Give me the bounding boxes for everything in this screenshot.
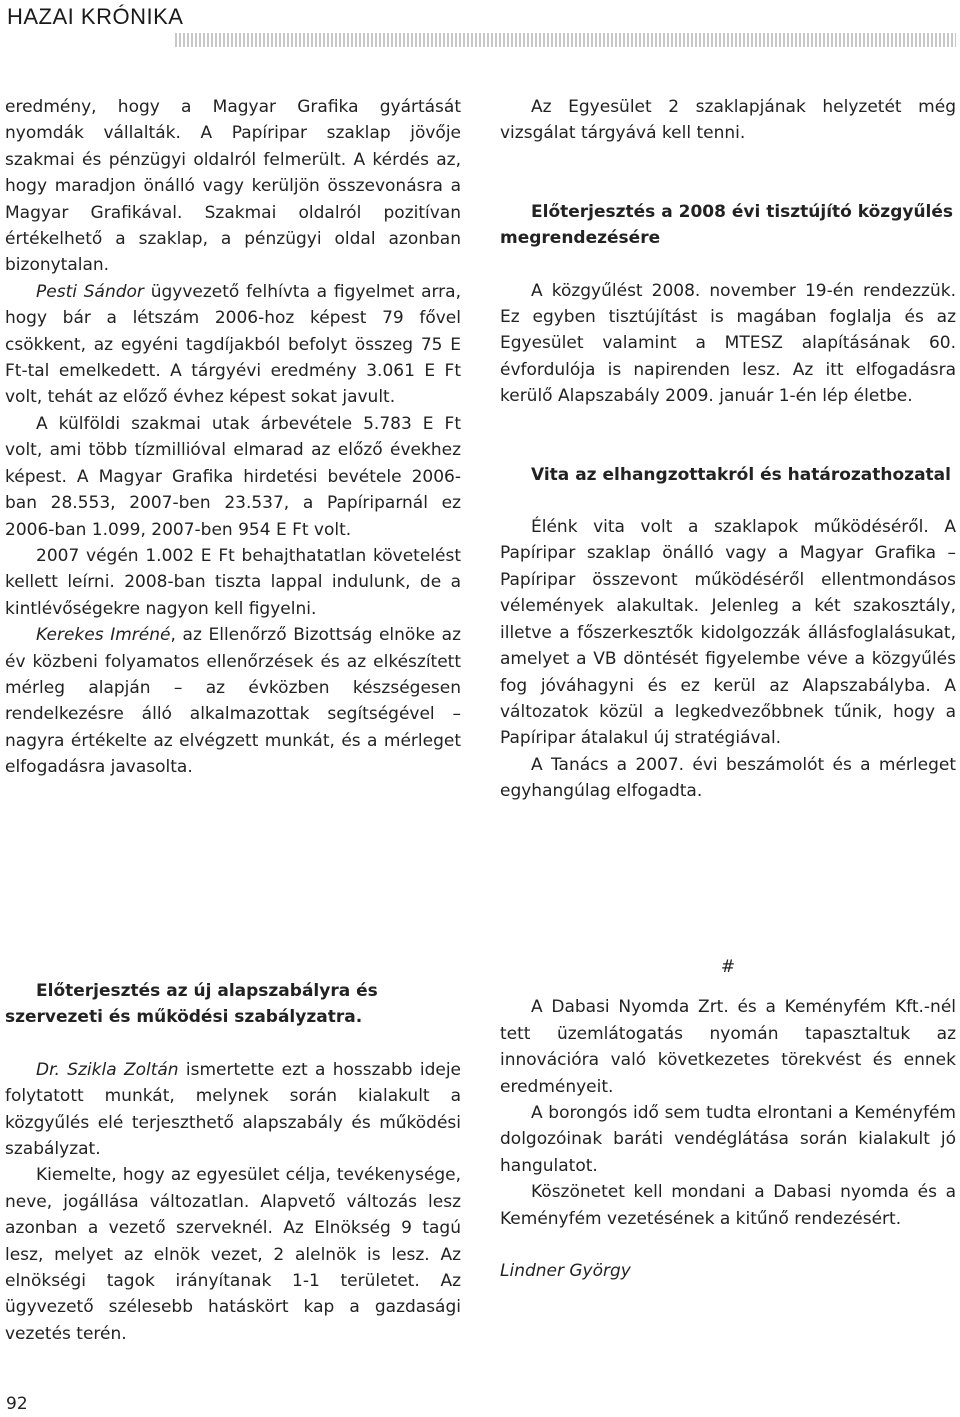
spacer (500, 252, 956, 278)
right-paragraph-1: Az Egyesület 2 szaklapjának helyzetét még vizsgálat tárgyává kell tenni. (500, 97, 956, 144)
author-signature: Lindner György (500, 1261, 631, 1282)
spacer (500, 410, 956, 462)
header-dotted-rule (175, 33, 956, 47)
left-paragraph-6 (5, 1057, 461, 1163)
left-column (5, 94, 461, 781)
left-paragraph-2-text: ügyvezető felhívta a figyelmet arra, hogy bár a létszám 2006-hoz képest 79 fővel csökkent, az egyéni tagdíjakból befolyt összeg 75 E Ft-tal emelkedett. A tárgyévi eredmény 3.061 E Ft volt, tehát az előző évhez képest sokat javult. (5, 281, 461, 408)
person-name-kerekes: Kerekes Imréné (36, 625, 171, 646)
left-paragraph-5-text: , az Ellenőrző Bizottság elnöke az év közbeni folyamatos ellenőrzések és az elkészített mérleg alapján – az évközben készségesen rendelkezésre álló alkalmazottak segítségével – nagyra értékelte az elvégzett munkát, és a mérleget elfogadásra javasolta. (5, 625, 461, 778)
left-paragraph-4: 2007 végén 1.002 E Ft behajthatatlan követelést kellett leírni. 2008-ban tiszta lappal indulunk, de a kintlévőségekre nagyon kell figyelni. (5, 545, 461, 619)
spacer (500, 488, 956, 514)
left-column-lower (5, 978, 461, 1347)
person-name-pesti: Pesti Sándor (36, 281, 144, 302)
spacer (500, 1232, 956, 1258)
right-column (500, 94, 956, 805)
right-paragraph-2: A közgyűlést 2008. november 19-én rendezzük. Ez egyben tisztújítást is magában foglalja és az Egyesület valamint a MTESZ alapításának 60. évfordulója is napirenden lesz. Az itt elfogadásra kerülő Alapszabály 2009. január 1-én lép életbe. (500, 280, 956, 407)
left-paragraph-2 (5, 279, 461, 411)
spacer (5, 1031, 461, 1057)
right-paragraph-3: Élénk vita volt a szaklapok működéséről. A Papíripar szaklap önálló vagy a Magyar Grafika – Papíripar összevont működéséről ellentmondásos vélemények alakultak. Jelenleg a két szakosztály, illetve a főszerkesztők kidolgozzák állásfoglalásukat, amelyet a VB döntését figyelembe véve a közgyűlés fog jóváhagyni és ez kerül az Alapszabályba. A változatok közül a legkedvezőbbnek tűnik, hogy a Papíripar átalakul új stratégiával. (500, 517, 956, 749)
section-title: HAZAI KRÓNIKA (7, 4, 184, 29)
heading-alapszabaly: Előterjesztés az új alapszabályra és szervezeti és működési szabályzatra. (5, 981, 378, 1028)
right-column-lower (500, 954, 956, 1284)
spacer (500, 980, 956, 994)
left-paragraph-7: Kiemelte, hogy az egyesület célja, tevékenysége, neve, jogállása változatlan. Alapvető változás lesz azonban a vezető szerveknél. Az Elnökség 9 tagú lesz, melyet az elnök vezet, 2 alelnök is lesz. Az elnökségi tagok irányítanak 1-1 területet. Az ügyvezető szélesebb hatáskört kap a gazdasági vezetés terén. (5, 1165, 461, 1344)
right-paragraph-4: A Tanács a 2007. évi beszámolót és a mérleget egyhangúlag elfogadta. (500, 754, 956, 802)
person-name-szikla: Dr. Szikla Zoltán (36, 1059, 179, 1080)
spacer (500, 147, 956, 199)
right-paragraph-7: Köszönetet kell mondani a Dabasi nyomda és a Keményfém vezetésének a kitűnő rendezésért. (500, 1182, 956, 1229)
left-paragraph-1: eredmény, hogy a Magyar Grafika gyártását nyomdák vállalták. A Papíripar szaklap jövője szakmai és pénzügyi oldalról felmerült. A kérdés az, hogy maradjon önálló vagy kerüljön összevonásra a Magyar Grafikával. Szakmai oldalról pozitívan értékelhető a szaklap, a pénzügyi oldal azonban bizonytalan. (5, 97, 461, 276)
page-number: 92 (6, 1394, 28, 1414)
left-paragraph-3: A külföldi szakmai utak árbevétele 5.783 E Ft volt, ami több tízmillióval elmarad az előző évekhez képest. A Magyar Grafika hirdetési bevétele 2006-ban 28.553, 2007-ben 23.537, a Papíriparnál ez 2006-ban 1.099, 2007-ben 954 E Ft volt. (5, 413, 461, 540)
section-separator: # (720, 957, 736, 977)
heading-vita: Vita az elhangzottakról és határozathozatal (531, 464, 951, 485)
left-paragraph-6-text: ismertette ezt a hosszabb ideje folytatott munkát, melynek során kialakult a közgyűlés elé terjeszthető alapszabály és működési szabályzat. (5, 1059, 461, 1160)
right-paragraph-6: A borongós idő sem tudta elrontani a Keményfém dolgozóinak baráti vendéglátása során kialakult jó hangulatot. (500, 1103, 956, 1176)
left-paragraph-5 (5, 622, 461, 780)
heading-tisztujito: Előterjesztés a 2008 évi tisztújító közgyűlés megrendezésére (500, 201, 954, 249)
right-paragraph-5: A Dabasi Nyomda Zrt. és a Keményfém Kft.-nél tett üzemlátogatás nyomán tapasztaltuk az innovációra való következetes törekvést és ennek eredményeit. (500, 997, 956, 1097)
